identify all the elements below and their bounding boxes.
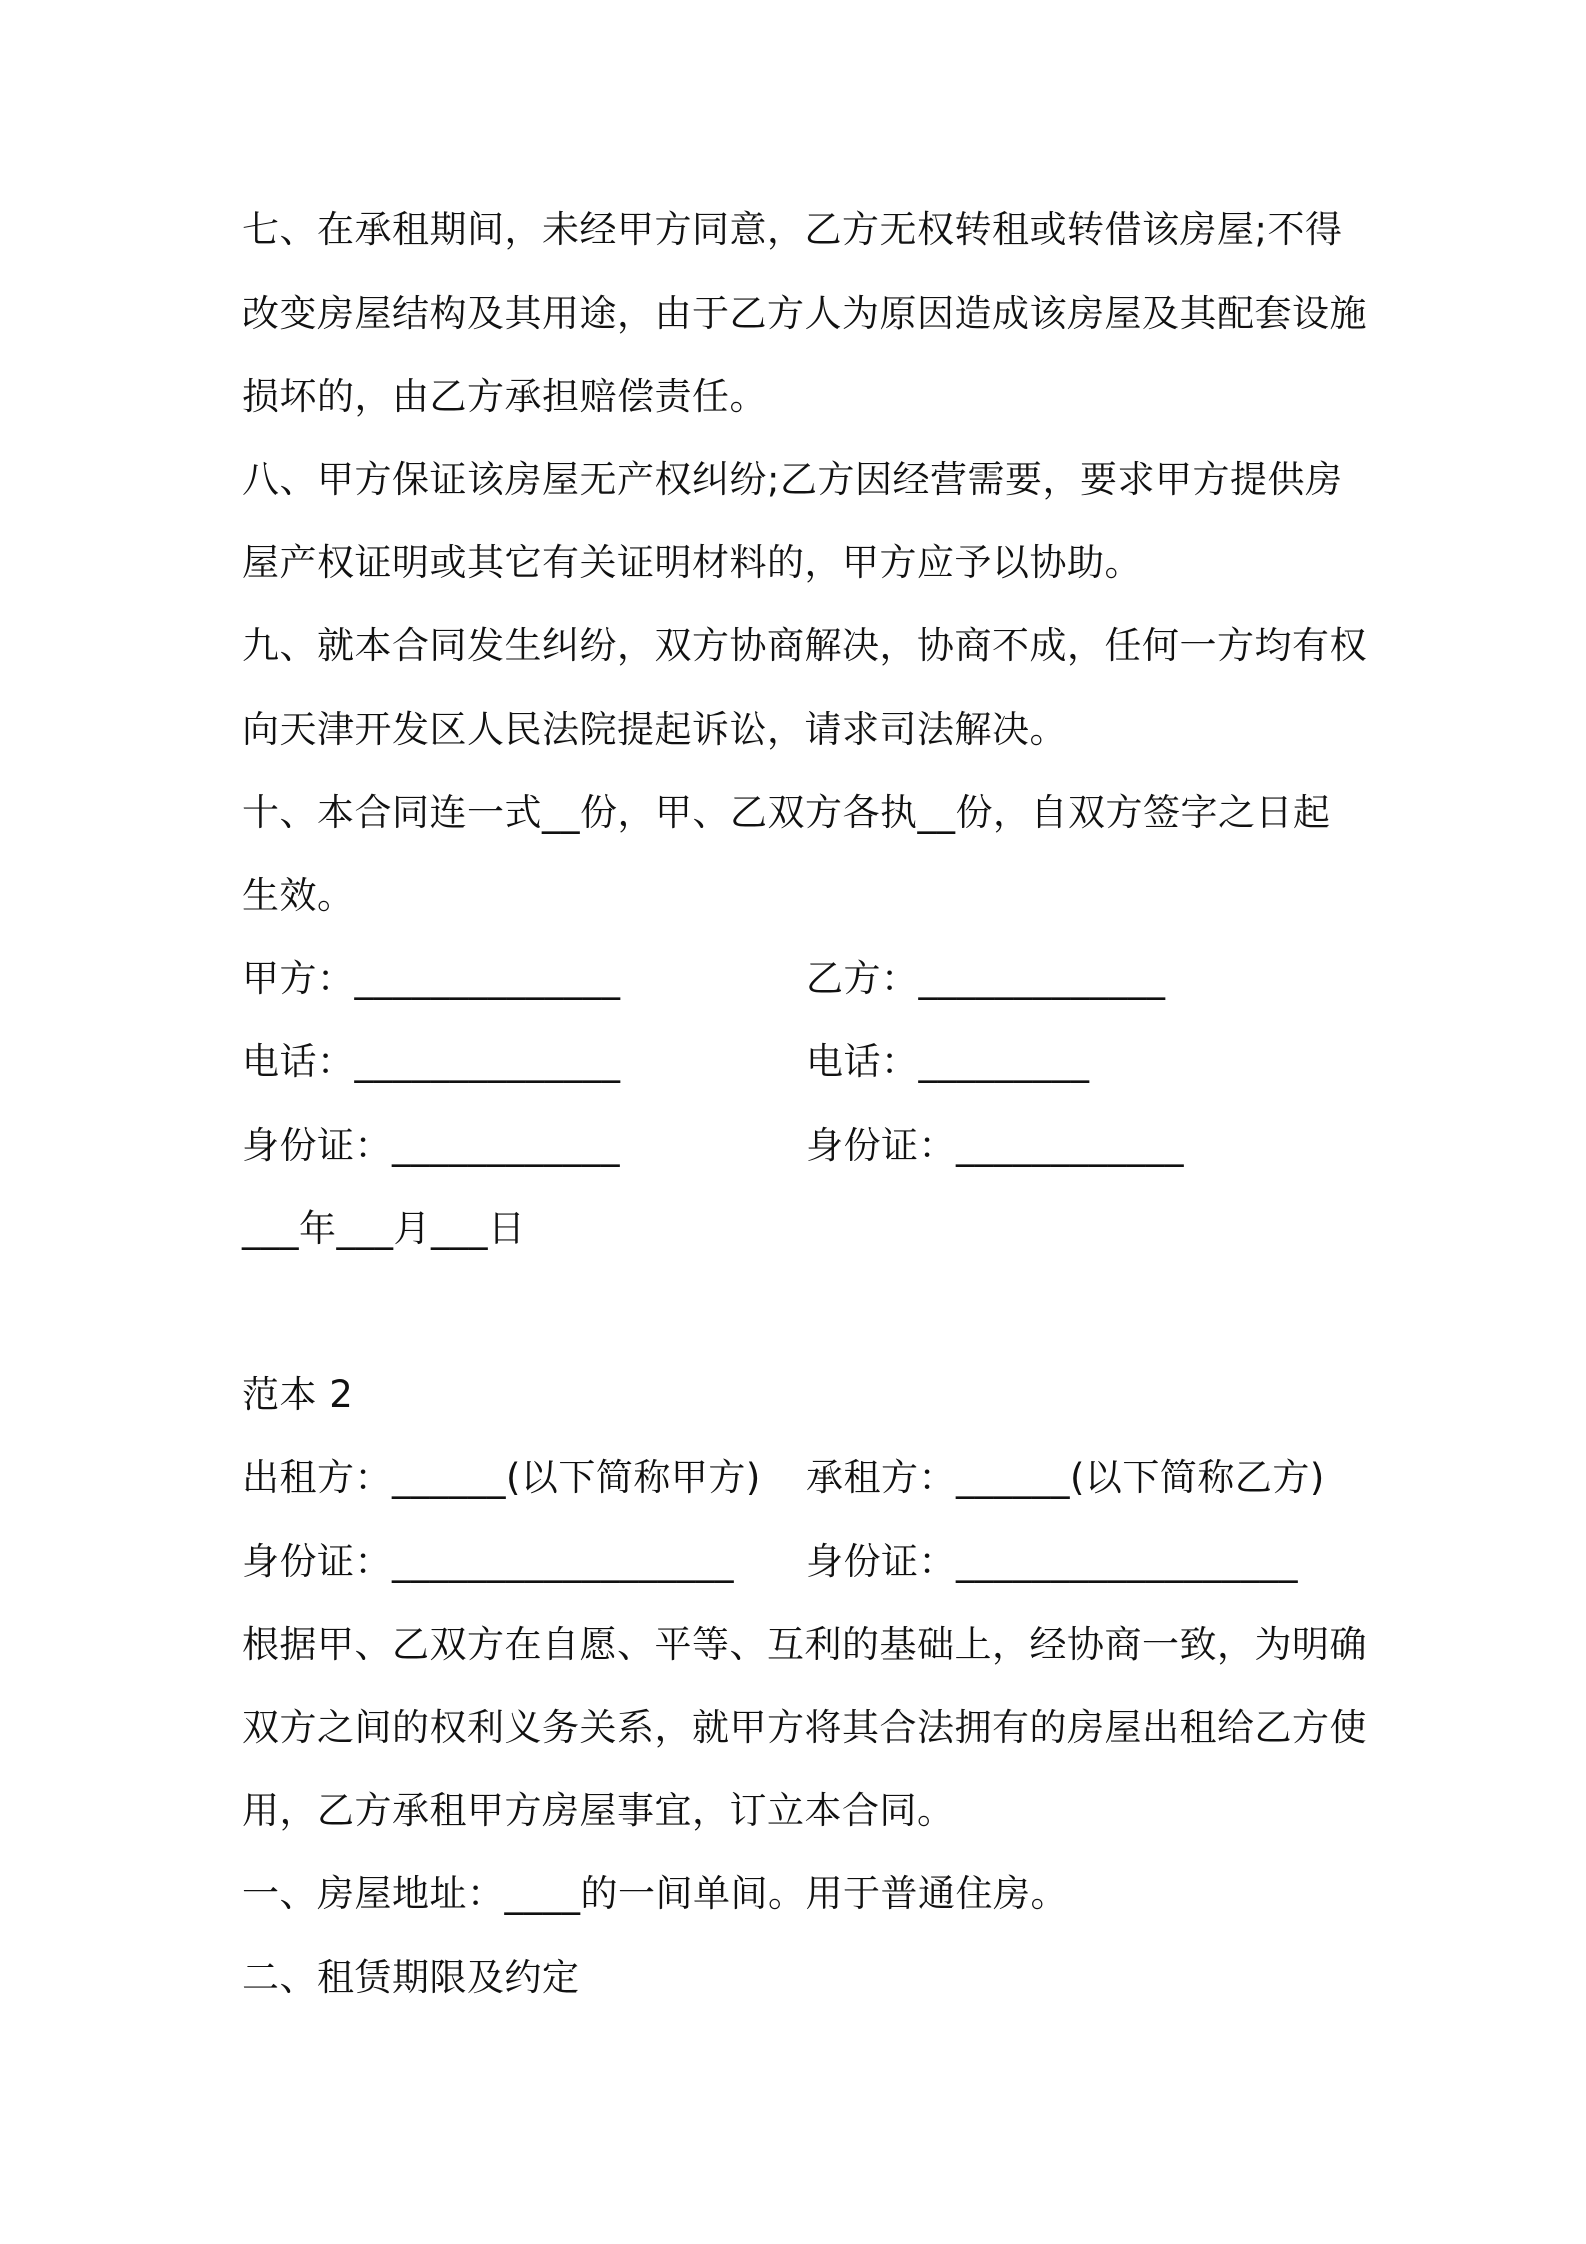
signature-party-b: 乙方：_____________ [806,957,1166,1000]
clause-9-line-1: 九、就本合同发生纠纷，双方协商解决，协商不成，任何一方均有权 [242,624,1367,667]
clause-7-line-2: 改变房屋结构及其用途，由于乙方人为原因造成该房屋及其配套设施 [242,292,1367,335]
signature-id-b: 身份证：____________ [806,1124,1184,1167]
clause-9-line-2: 向天津开发区人民法院提起诉讼，请求司法解决。 [242,708,1067,751]
clause-8-line-1: 八、甲方保证该房屋无产权纠纷;乙方因经营需要，要求甲方提供房 [242,458,1343,501]
template-2-id-a: 身份证：__________________ [242,1540,734,1583]
template-2-title: 范本 2 [242,1373,354,1416]
signature-party-a: 甲方：______________ [242,957,621,1000]
template-2-body-line-3: 用，乙方承租甲方房屋事宜，订立本合同。 [242,1789,955,1832]
signature-date: ___年___月___日 [242,1207,526,1250]
clause-8-line-2: 屋产权证明或其它有关证明材料的，甲方应予以协助。 [242,541,1142,584]
template-2-lessor: 出租方：______(以下简称甲方) [242,1456,761,1499]
template-2-lessee: 承租方：______(以下简称乙方) [806,1456,1325,1499]
clause-10-line-2: 生效。 [242,874,355,917]
template-2-clause-2: 二、租赁期限及约定 [242,1956,580,1999]
signature-phone-a: 电话：______________ [242,1040,621,1083]
template-2-body-line-1: 根据甲、乙双方在自愿、平等、互利的基础上，经协商一致，为明确 [242,1623,1367,1666]
signature-id-a: 身份证：____________ [242,1124,620,1167]
clause-7-line-1: 七、在承租期间，未经甲方同意，乙方无权转租或转借该房屋;不得 [242,208,1343,251]
clause-7-line-3: 损坏的，由乙方承担赔偿责任。 [242,375,767,418]
template-2-body-line-2: 双方之间的权利义务关系，就甲方将其合法拥有的房屋出租给乙方使 [242,1706,1367,1749]
signature-phone-b: 电话：_________ [806,1040,1090,1083]
template-2-clause-1: 一、房屋地址：____的一间单间。用于普通住房。 [242,1872,1068,1915]
template-2-id-b: 身份证：__________________ [806,1540,1298,1583]
clause-10-line-1: 十、本合同连一式__份，甲、乙双方各执__份，自双方签字之日起 [242,791,1331,834]
